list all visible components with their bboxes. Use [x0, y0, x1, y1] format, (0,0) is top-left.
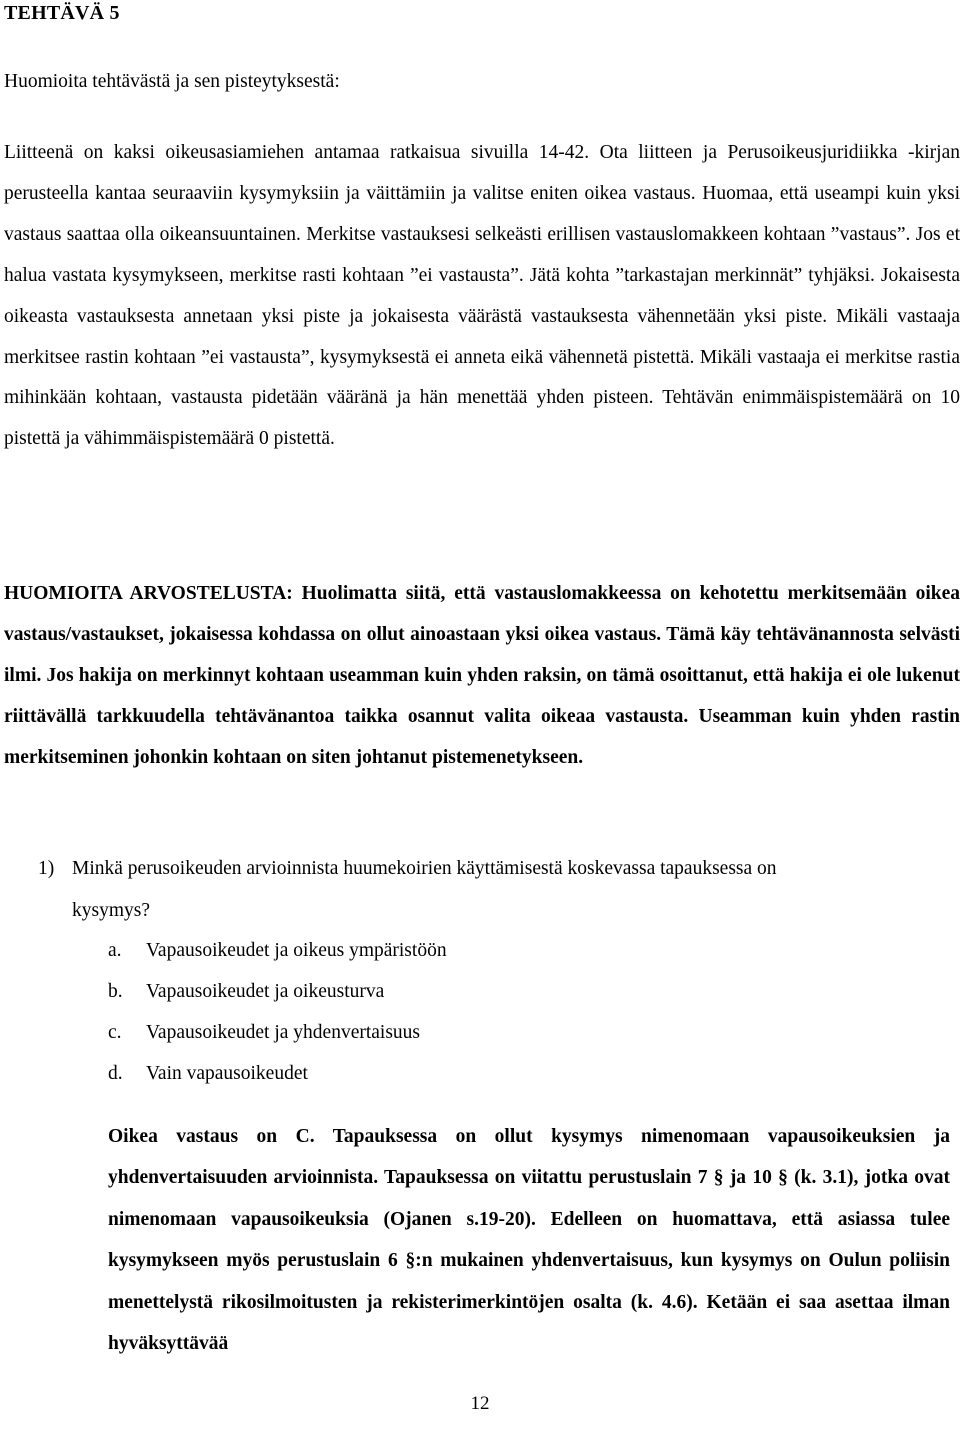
instructions-paragraph: Liitteenä on kaksi oikeusasiamiehen antamaa ratkaisua sivuilla 14-42. Ota liitteen ja Perusoikeusjuridiikka -kirjan perusteella kantaa seuraaviin kysymyksiin ja väittämiin ja valitse eniten oikea vastaus. Huomaa, että useampi kuin yksi vastaus saattaa olla oikeansuuntainen. Merkitse vastauksesi selkeästi erillisen vastauslomakkeen kohtaan ”vastaus”. Jos et halua vastata kysymykseen, merkitse rasti kohtaan ”ei vastausta”. Jätä kohta ”tarkastajan merkinnät” tyhjäksi. Jokaisesta oikeasta vastauksesta annetaan yksi piste ja jokaisesta väärästä vastauksesta vähennetään yksi piste. Mikäli vastaaja merkitsee rastin kohtaan ”ei vastausta”, kysymyksestä ei anneta eikä vähennetä pistettä. Mikäli vastaaja ei merkitse rastia mihinkään kohtaan, vastausta pidetään vääränä ja hän menettää yhden pisteen. Tehtävän enimmäispistemäärä on 10 pistettä ja vähimmäispistemäärä 0 pistettä.: [4, 142, 960, 450]
option-text: Vain vapausoikeudet: [146, 1063, 308, 1084]
answer-explanation: Oikea vastaus on C. Tapauksessa on ollut kysymys nimenomaan vapausoikeuksien ja yhdenvertaisuuden arvioinnista. Tapauksessa on viitattu perustuslain 7 § ja 10 § (k. 3.1), jotka ovat nimenomaan vapausoikeuksia (Ojanen s.19-20). Edelleen on huomattava, että asiassa tulee kysymykseen myös perustuslain 6 §:n mukainen yhdenvertaisuus, kun kysymys on Oulun poliisin menettelystä rikosilmoitusten ja rekisterimerkintöjen osalta (k. 4.6). Ketään ei saa asettaa ilman hyväksyttävää: [108, 1126, 950, 1355]
option-letter: c.: [108, 1022, 122, 1043]
option-b: [108, 971, 447, 1012]
question-1: [38, 848, 938, 932]
grading-note-paragraph: HUOMIOITA ARVOSTELUSTA: Huolimatta siitä, että vastauslomakkeessa on kehotettu merkitsemään oikea vastaus/vastaukset, jokaisessa kohdassa on ollut ainoastaan yksi oikea vastaus. Tämä käy tehtävänannosta selvästi ilmi. Jos hakija on merkinnyt kohtaan useamman kuin yhden raksin, on tämä osoittanut, että hakija ei ole lukenut riittävällä tarkkuudella tehtävänantoa taikka osannut valita oikeaa vastausta. Useamman kuin yhden rastin merkitseminen johonkin kohtaan on siten johtanut pistemenetykseen.: [4, 583, 960, 768]
option-text: Vapausoikeudet ja yhdenvertaisuus: [146, 1022, 421, 1043]
intro-heading: Huomioita tehtävästä ja sen pisteytyksestä:: [4, 71, 340, 92]
option-letter: a.: [108, 940, 122, 961]
option-text: Vapausoikeudet ja oikeusturva: [146, 981, 385, 1002]
option-text: Vapausoikeudet ja oikeus ympäristöön: [146, 940, 447, 961]
page-number: 12: [470, 1393, 490, 1414]
question-text-line1: Minkä perusoikeuden arvioinnista huumekoirien käyttämisestä koskevassa tapauksessa on: [72, 858, 777, 879]
question-text-line2: kysymys?: [72, 900, 150, 921]
task-title: TEHTÄVÄ 5: [4, 2, 120, 24]
option-letter: b.: [108, 981, 123, 1002]
option-a: [108, 930, 447, 971]
option-d: [108, 1053, 447, 1094]
option-letter: d.: [108, 1063, 123, 1084]
option-c: [108, 1012, 447, 1053]
question-number: 1): [38, 858, 55, 879]
answer-options: [108, 930, 447, 1094]
